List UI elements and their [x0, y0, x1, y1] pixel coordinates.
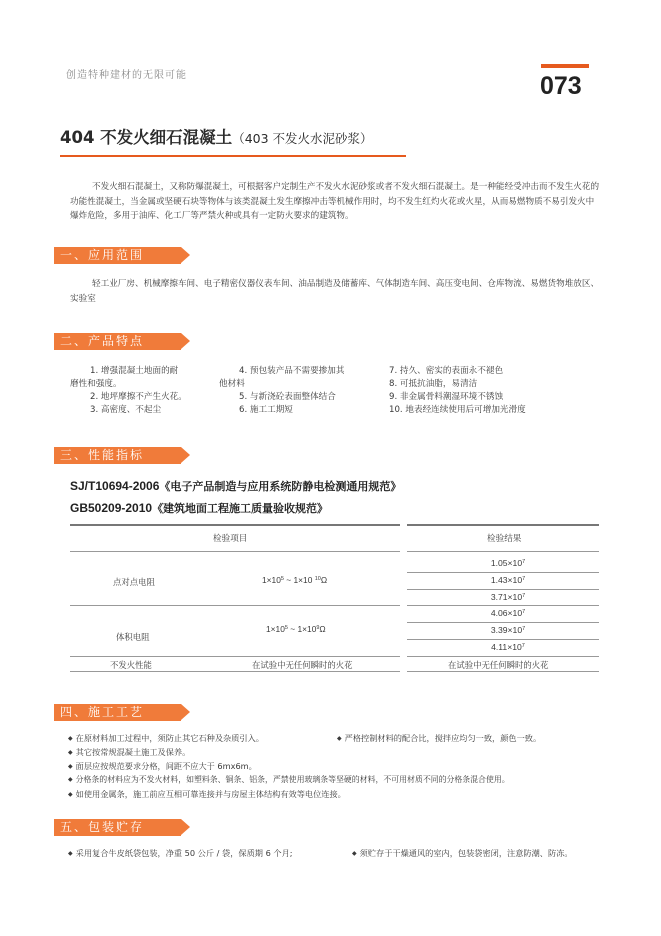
table-rule — [407, 622, 599, 623]
feature-line: 1. 增强混凝土地面的耐 — [90, 366, 179, 376]
range-unit: Ω — [320, 575, 328, 585]
table-rule — [407, 639, 599, 640]
range-exp: 10 — [314, 576, 321, 582]
feature-line: 2. 地坪摩擦不产生火花。 — [90, 392, 187, 402]
feature-line: 4. 预包装产品不需要掺加其 — [239, 366, 345, 376]
construction-item: ◆ 如使用金属条，施工前应互相可靠连接并与房屋主体结构有效等电位连接。 — [68, 787, 346, 802]
section-heading-application: 一、应用范围 — [54, 247, 181, 264]
result-base: 3.39×10 — [490, 625, 523, 635]
result-exp: 7 — [522, 593, 526, 599]
result-base: 1.43×10 — [490, 575, 523, 585]
table-rule — [407, 589, 599, 590]
application-text: 轻工业厂房、机械摩擦车间、电子精密仪器仪表车间、油品制造及储蓄库、气体制造车间、高压变电间、仓库物流、易燃货物堆放区、实验室 — [70, 279, 600, 304]
feature-line: 9. 非金属骨料潮湿环境不锈蚀 — [389, 392, 504, 402]
table-bottom-rule — [407, 671, 599, 672]
section-heading-performance: 三、性能指标 — [54, 447, 181, 464]
row3-result: 在试验中无任何瞬时的火花 — [448, 660, 549, 670]
tagline: 创造特种建材的无限可能 — [66, 70, 187, 81]
result-cell — [448, 592, 568, 602]
range-base: ~ 1×10 — [287, 624, 317, 634]
result-base: 4.11×10 — [491, 642, 522, 652]
result-cell — [448, 625, 568, 635]
feature-col-2 — [219, 365, 345, 417]
title-sub: （403 不发火水泥砂浆） — [232, 131, 373, 146]
feature-line: 他材料 — [219, 379, 245, 389]
result-exp: 7 — [521, 643, 525, 649]
intro-paragraph: 不发火细石混凝土，又称防爆混凝土，可根据客户定制生产不发火水泥砂浆或者不发火细石混凝土。是一种能经受冲击而不发生火花的功能性混凝土，当金属或坚硬石块等物体与该类混凝土发生摩擦冲击等机械作用时，均不发生红灼火花或火星，从而易燃物质不易引发火中爆炸危险，多用于油库、化工厂等严禁火种或具有一定防火要求的建筑物。 — [70, 182, 600, 221]
table-header-result: 检验结果 — [487, 534, 522, 544]
section-heading-construction: 四、施工工艺 — [54, 704, 181, 721]
feature-line: 3. 高密度、不起尘 — [90, 405, 162, 415]
feature-col-1 — [70, 365, 187, 417]
construction-item: ◆ 其它按常规混凝土施工及保养。 — [68, 745, 190, 760]
row3-requirement: 在试验中无任何瞬时的火花 — [252, 660, 353, 670]
table-rule — [407, 656, 599, 657]
range-base: 1×10 — [262, 575, 281, 585]
table-top-rule — [70, 524, 400, 526]
range-exp: 5 — [284, 625, 288, 631]
result-exp: 7 — [522, 626, 526, 632]
construction-item: ◆ 在原材料加工过程中，须防止其它石种及杂质引入。 — [68, 731, 264, 746]
table-rule — [407, 605, 599, 606]
standard-code: GB50209-2010 — [70, 501, 153, 515]
feature-col-3 — [389, 365, 526, 417]
result-cell — [448, 575, 568, 585]
page-number-bar — [541, 64, 589, 68]
page-number: 073 — [540, 72, 582, 100]
feature-line: 8. 可抵抗油脂，易清洁 — [389, 379, 478, 389]
standard-name: 《建筑地面工程施工质量验收规范》 — [152, 502, 329, 515]
row1-name: 点对点电阻 — [113, 577, 155, 587]
feature-line: 5. 与新浇砼表面整体结合 — [239, 392, 336, 402]
title-underline — [60, 155, 406, 157]
result-exp: 7 — [522, 609, 526, 615]
construction-item: ◆ 面层应按规范要求分格，间距不应大于 6mx6m。 — [68, 759, 257, 774]
table-rule — [407, 572, 599, 573]
table-top-rule — [407, 524, 599, 526]
range-base: ~ 1×10 — [283, 575, 315, 585]
packaging-item: ◆ 须贮存于干燥通风的室内，包装袋密闭，注意防潮、防冻。 — [352, 846, 573, 861]
title-main: 404 不发火细石混凝土 — [60, 128, 233, 147]
feature-line: 磨性和强度。 — [70, 379, 122, 389]
section-heading-features: 二、产品特点 — [54, 333, 181, 350]
feature-line: 10. 地表经连续使用后可增加光滑度 — [389, 405, 526, 415]
range-base: 1×10 — [266, 624, 285, 634]
standard-2 — [70, 500, 328, 516]
standard-name: 《电子产品制造与应用系统防静电检测通用规范》 — [159, 480, 402, 493]
table-bottom-rule — [70, 671, 400, 672]
title-block — [60, 124, 410, 157]
construction-item: ◆ 分格条的材料应为不发火材料，如塑料条、铜条、铝条，严禁使用玻璃条等坚硬的材料，不可用材质不同的分格条混合使用。 — [68, 773, 510, 787]
result-exp: 7 — [522, 559, 526, 565]
table-rule — [70, 656, 400, 657]
section-heading-packaging: 五、包装贮存 — [54, 819, 181, 836]
result-base: 4.06×10 — [490, 608, 523, 618]
range-exp: 9 — [316, 625, 320, 631]
construction-item: ◆ 严格控制材料的配合比，搅拌应均匀一致，颜色一致。 — [337, 731, 541, 746]
table-rule — [70, 605, 400, 606]
row1-range — [262, 575, 327, 585]
result-base: 3.71×10 — [490, 592, 523, 602]
row3-name: 不发火性能 — [110, 660, 152, 670]
result-cell — [448, 642, 568, 652]
table-rule — [407, 551, 599, 552]
standard-1 — [70, 478, 401, 494]
result-cell — [448, 608, 568, 618]
range-exp: 5 — [280, 576, 284, 582]
result-base: 1.05×10 — [490, 558, 523, 568]
standard-code: SJ/T10694-2006 — [70, 479, 160, 493]
table-rule — [70, 551, 400, 552]
row2-range — [266, 624, 326, 634]
page-title — [60, 124, 410, 148]
feature-line: 7. 持久、密实的表面永不褪色 — [389, 366, 504, 376]
range-unit: Ω — [319, 624, 326, 634]
packaging-item: ◆ 采用复合牛皮纸袋包装，净重 50 公斤 / 袋，保质期 6 个月; — [68, 846, 293, 861]
feature-line: 6. 施工工期短 — [239, 405, 293, 415]
result-exp: 7 — [522, 576, 526, 582]
row2-name: 体积电阻 — [116, 632, 150, 642]
result-cell — [448, 558, 568, 568]
table-header-item: 检验项目 — [213, 534, 248, 544]
